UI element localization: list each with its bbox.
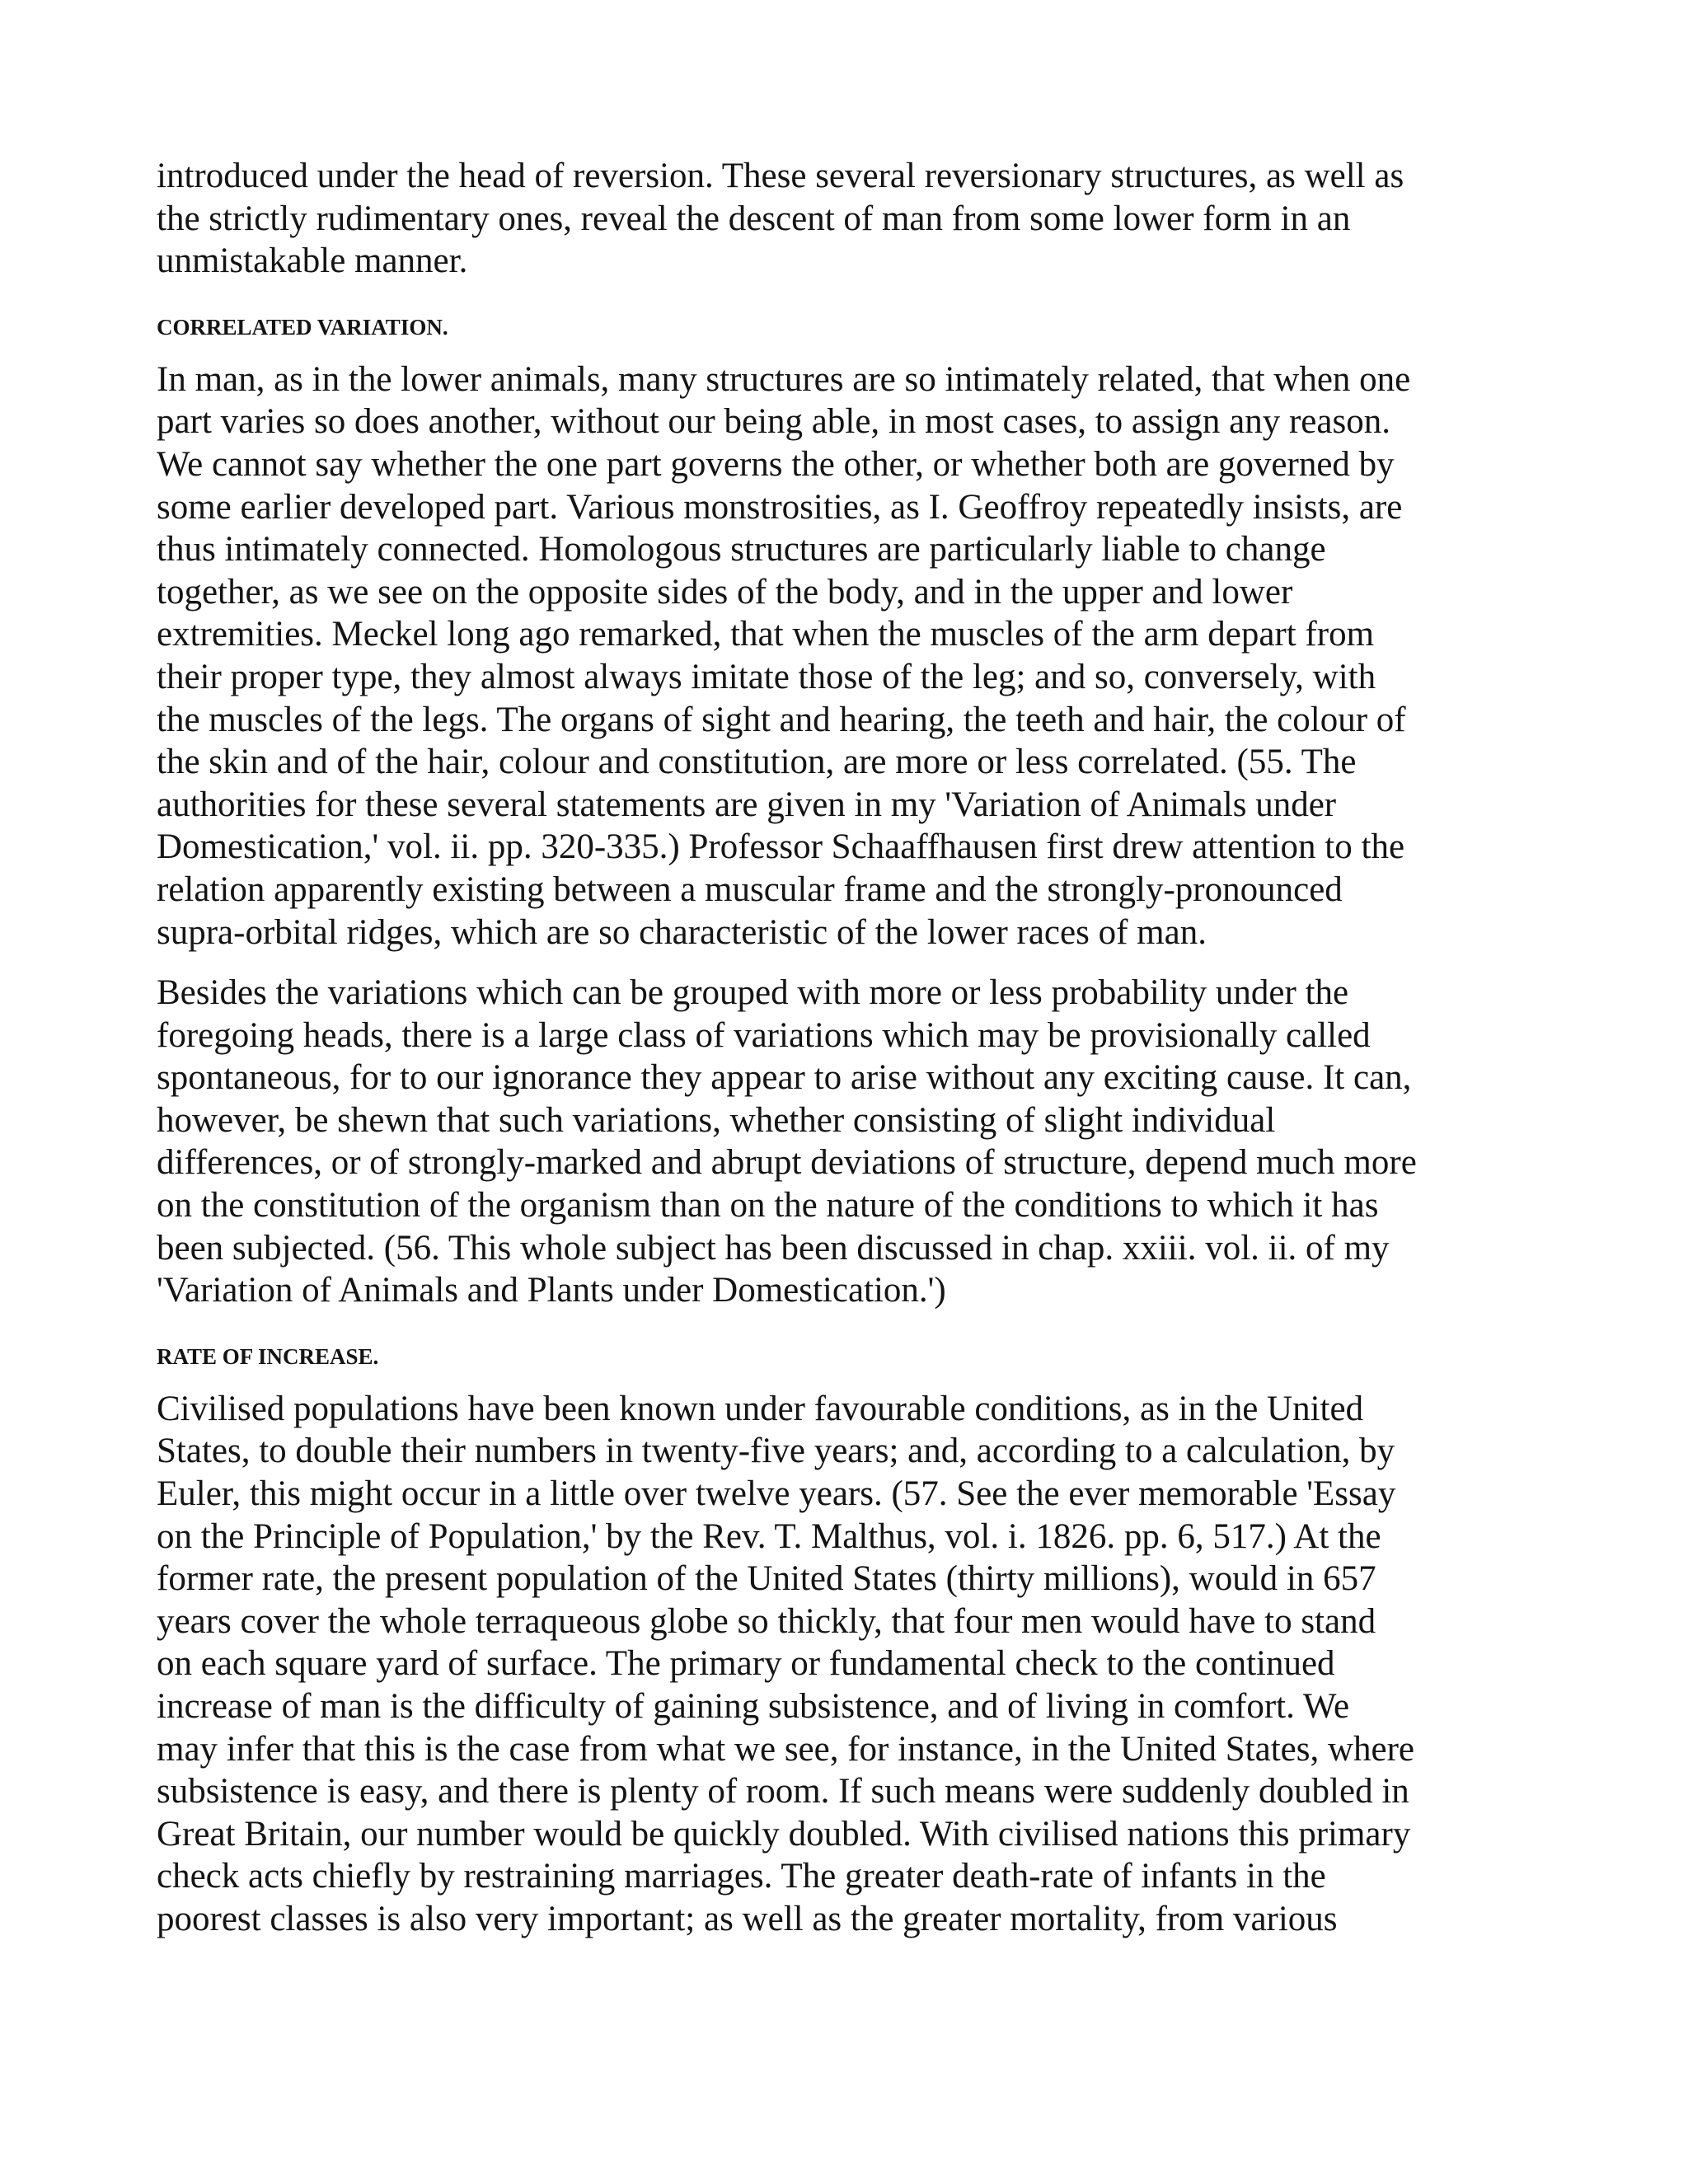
text-line: Domestication,' vol. ii. pp. 320-335.) Professor Schaaffhausen first drew attention to the	[157, 827, 1405, 867]
text-line: former rate, the present population of the United States (thirty millions), would in 657	[157, 1559, 1376, 1599]
paragraph-spontaneous-variations	[157, 972, 1558, 1312]
text-line: extremities. Meckel long ago remarked, that when the muscles of the arm depart from	[157, 615, 1375, 654]
text-line: the muscles of the legs. The organs of sight and hearing, the teeth and hair, the colour of	[157, 700, 1406, 739]
text-line: their proper type, they almost always imitate those of the leg; and so, conversely, with	[157, 657, 1376, 696]
text-line: spontaneous, for to our ignorance they appear to arise without any exciting cause. It can,	[157, 1058, 1412, 1098]
text-line: Civilised populations have been known under favourable conditions, as in the United	[157, 1389, 1364, 1428]
text-line: 'Variation of Animals and Plants under Domestication.')	[157, 1271, 946, 1310]
text-line: Besides the variations which can be grouped with more or less probability under the	[157, 973, 1349, 1013]
section-heading-rate-of-increase: RATE OF INCREASE.	[157, 1343, 379, 1369]
text-line: the skin and of the hair, colour and constitution, are more or less correlated. (55. The	[157, 743, 1357, 782]
paragraph-correlated-variation	[157, 359, 1558, 954]
text-line: part varies so does another, without our being able, in most cases, to assign any reason.	[157, 402, 1390, 442]
section-heading-correlated-variation: CORRELATED VARIATION.	[157, 314, 448, 340]
text-line: supra-orbital ridges, which are so characteristic of the lower races of man.	[157, 912, 1207, 952]
text-line: Euler, this might occur in a little over twelve years. (57. See the ever memorable 'Essay	[157, 1474, 1396, 1514]
text-line: years cover the whole terraqueous globe so thickly, that four men would have to stand	[157, 1601, 1376, 1641]
text-line: the strictly rudimentary ones, reveal the descent of man from some lower form in an	[157, 199, 1351, 238]
text-line: relation apparently existing between a muscular frame and the strongly-pronounced	[157, 869, 1343, 909]
text-line: We cannot say whether the one part governs the other, or whether both are governed by	[157, 444, 1395, 484]
text-line: some earlier developed part. Various monstrosities, as I. Geoffroy repeatedly insists, are	[157, 487, 1403, 527]
text-line: thus intimately connected. Homologous structures are particularly liable to change	[157, 530, 1326, 569]
text-line: In man, as in the lower animals, many structures are so intimately related, that when one	[157, 359, 1411, 399]
text-line: on the constitution of the organism than on the nature of the conditions to which it has	[157, 1186, 1379, 1226]
text-line: subsistence is easy, and there is plenty of room. If such means were suddenly doubled in	[157, 1772, 1409, 1811]
text-line: been subjected. (56. This whole subject has been discussed in chap. xxiii. vol. ii. of my	[157, 1228, 1390, 1268]
text-line: on the Principle of Population,' by the Rev. T. Malthus, vol. i. 1826. pp. 6, 517.) At the	[157, 1516, 1381, 1556]
document-page	[157, 155, 1558, 1959]
text-line: check acts chiefly by restraining marriages. The greater death-rate of infants in the	[157, 1857, 1326, 1896]
text-line: on each square yard of surface. The primary or fundamental check to the continued	[157, 1644, 1335, 1684]
text-line: poorest classes is also very important; as well as the greater mortality, from various	[157, 1899, 1338, 1938]
paragraph-rate-of-increase	[157, 1388, 1558, 1941]
text-line: foregoing heads, there is a large class of variations which may be provisionally called	[157, 1015, 1371, 1055]
text-line: introduced under the head of reversion. These several reversionary structures, as well as	[157, 157, 1404, 195]
text-line: differences, or of strongly-marked and abrupt deviations of structure, depend much more	[157, 1143, 1417, 1183]
text-line: however, be shewn that such variations, whether consisting of slight individual	[157, 1100, 1276, 1140]
paragraph-reversion-end	[157, 155, 1558, 283]
text-line: may infer that this is the case from what we see, for instance, in the United States, where	[157, 1729, 1415, 1769]
text-line: authorities for these several statements are given in my 'Variation of Animals under	[157, 785, 1337, 824]
text-line: Great Britain, our number would be quickly doubled. With civilised nations this primary	[157, 1814, 1411, 1854]
text-line: increase of man is the difficulty of gaining subsistence, and of living in comfort. We	[157, 1687, 1350, 1726]
text-line: unmistakable manner.	[157, 241, 468, 281]
text-line: together, as we see on the opposite sides of the body, and in the upper and lower	[157, 572, 1293, 612]
text-line: States, to double their numbers in twenty-five years; and, according to a calculation, by	[157, 1432, 1395, 1471]
